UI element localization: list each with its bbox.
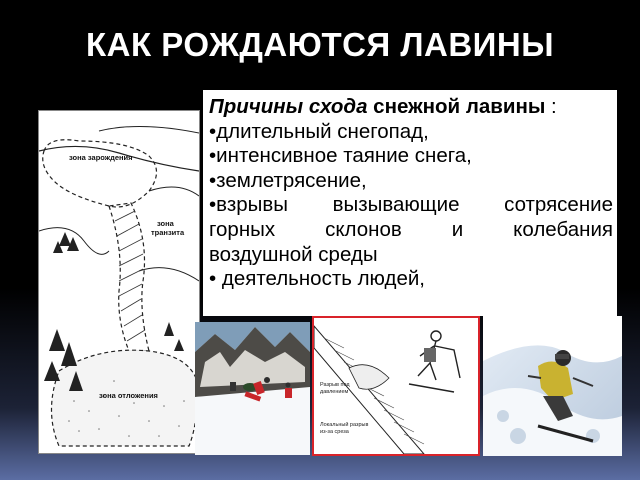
causes-list <box>209 95 613 292</box>
causes-heading <box>209 95 613 120</box>
freeride-skier-photo <box>483 316 622 456</box>
cause-item: воздушной среды <box>209 242 378 266</box>
slab-label-2-line1: Локальный разрыв <box>320 422 369 428</box>
slide-title: КАК РОЖДАЮТСЯ ЛАВИНЫ <box>85 26 555 63</box>
zone-deposit-label: зона отложения <box>99 391 158 400</box>
cause-item: •длительный снегопад, <box>209 119 429 143</box>
skiers-mountain-photo <box>195 322 310 455</box>
zone-origin-label: зона зарождения <box>69 153 133 162</box>
slab-label-2-line2: из-за среза <box>320 429 349 435</box>
cause-item: •взрывы вызывающие сотрясение <box>209 193 613 217</box>
cause-item: •землетрясение, <box>209 168 367 192</box>
avalanche-zones-drawing <box>39 111 199 453</box>
snow-slab-illustration <box>312 316 480 456</box>
causes-heading-tail: : <box>545 95 557 118</box>
cause-item: горных склонов и колебания <box>209 217 613 241</box>
slab-label-1-line1: Разрыв под <box>320 382 350 388</box>
cause-item: •интенсивное таяние снега, <box>209 144 472 168</box>
causes-heading-italic: Причины схода <box>209 95 368 118</box>
slab-label-1-line2: давлением <box>320 389 349 395</box>
causes-heading-bold: снежной лавины <box>367 95 546 118</box>
zone-transit-label-line2: транзита <box>151 228 185 237</box>
zone-transit-label-line1: зона <box>157 219 174 228</box>
cause-item: • деятельность людей, <box>209 267 425 291</box>
avalanche-zones-diagram <box>38 110 200 454</box>
